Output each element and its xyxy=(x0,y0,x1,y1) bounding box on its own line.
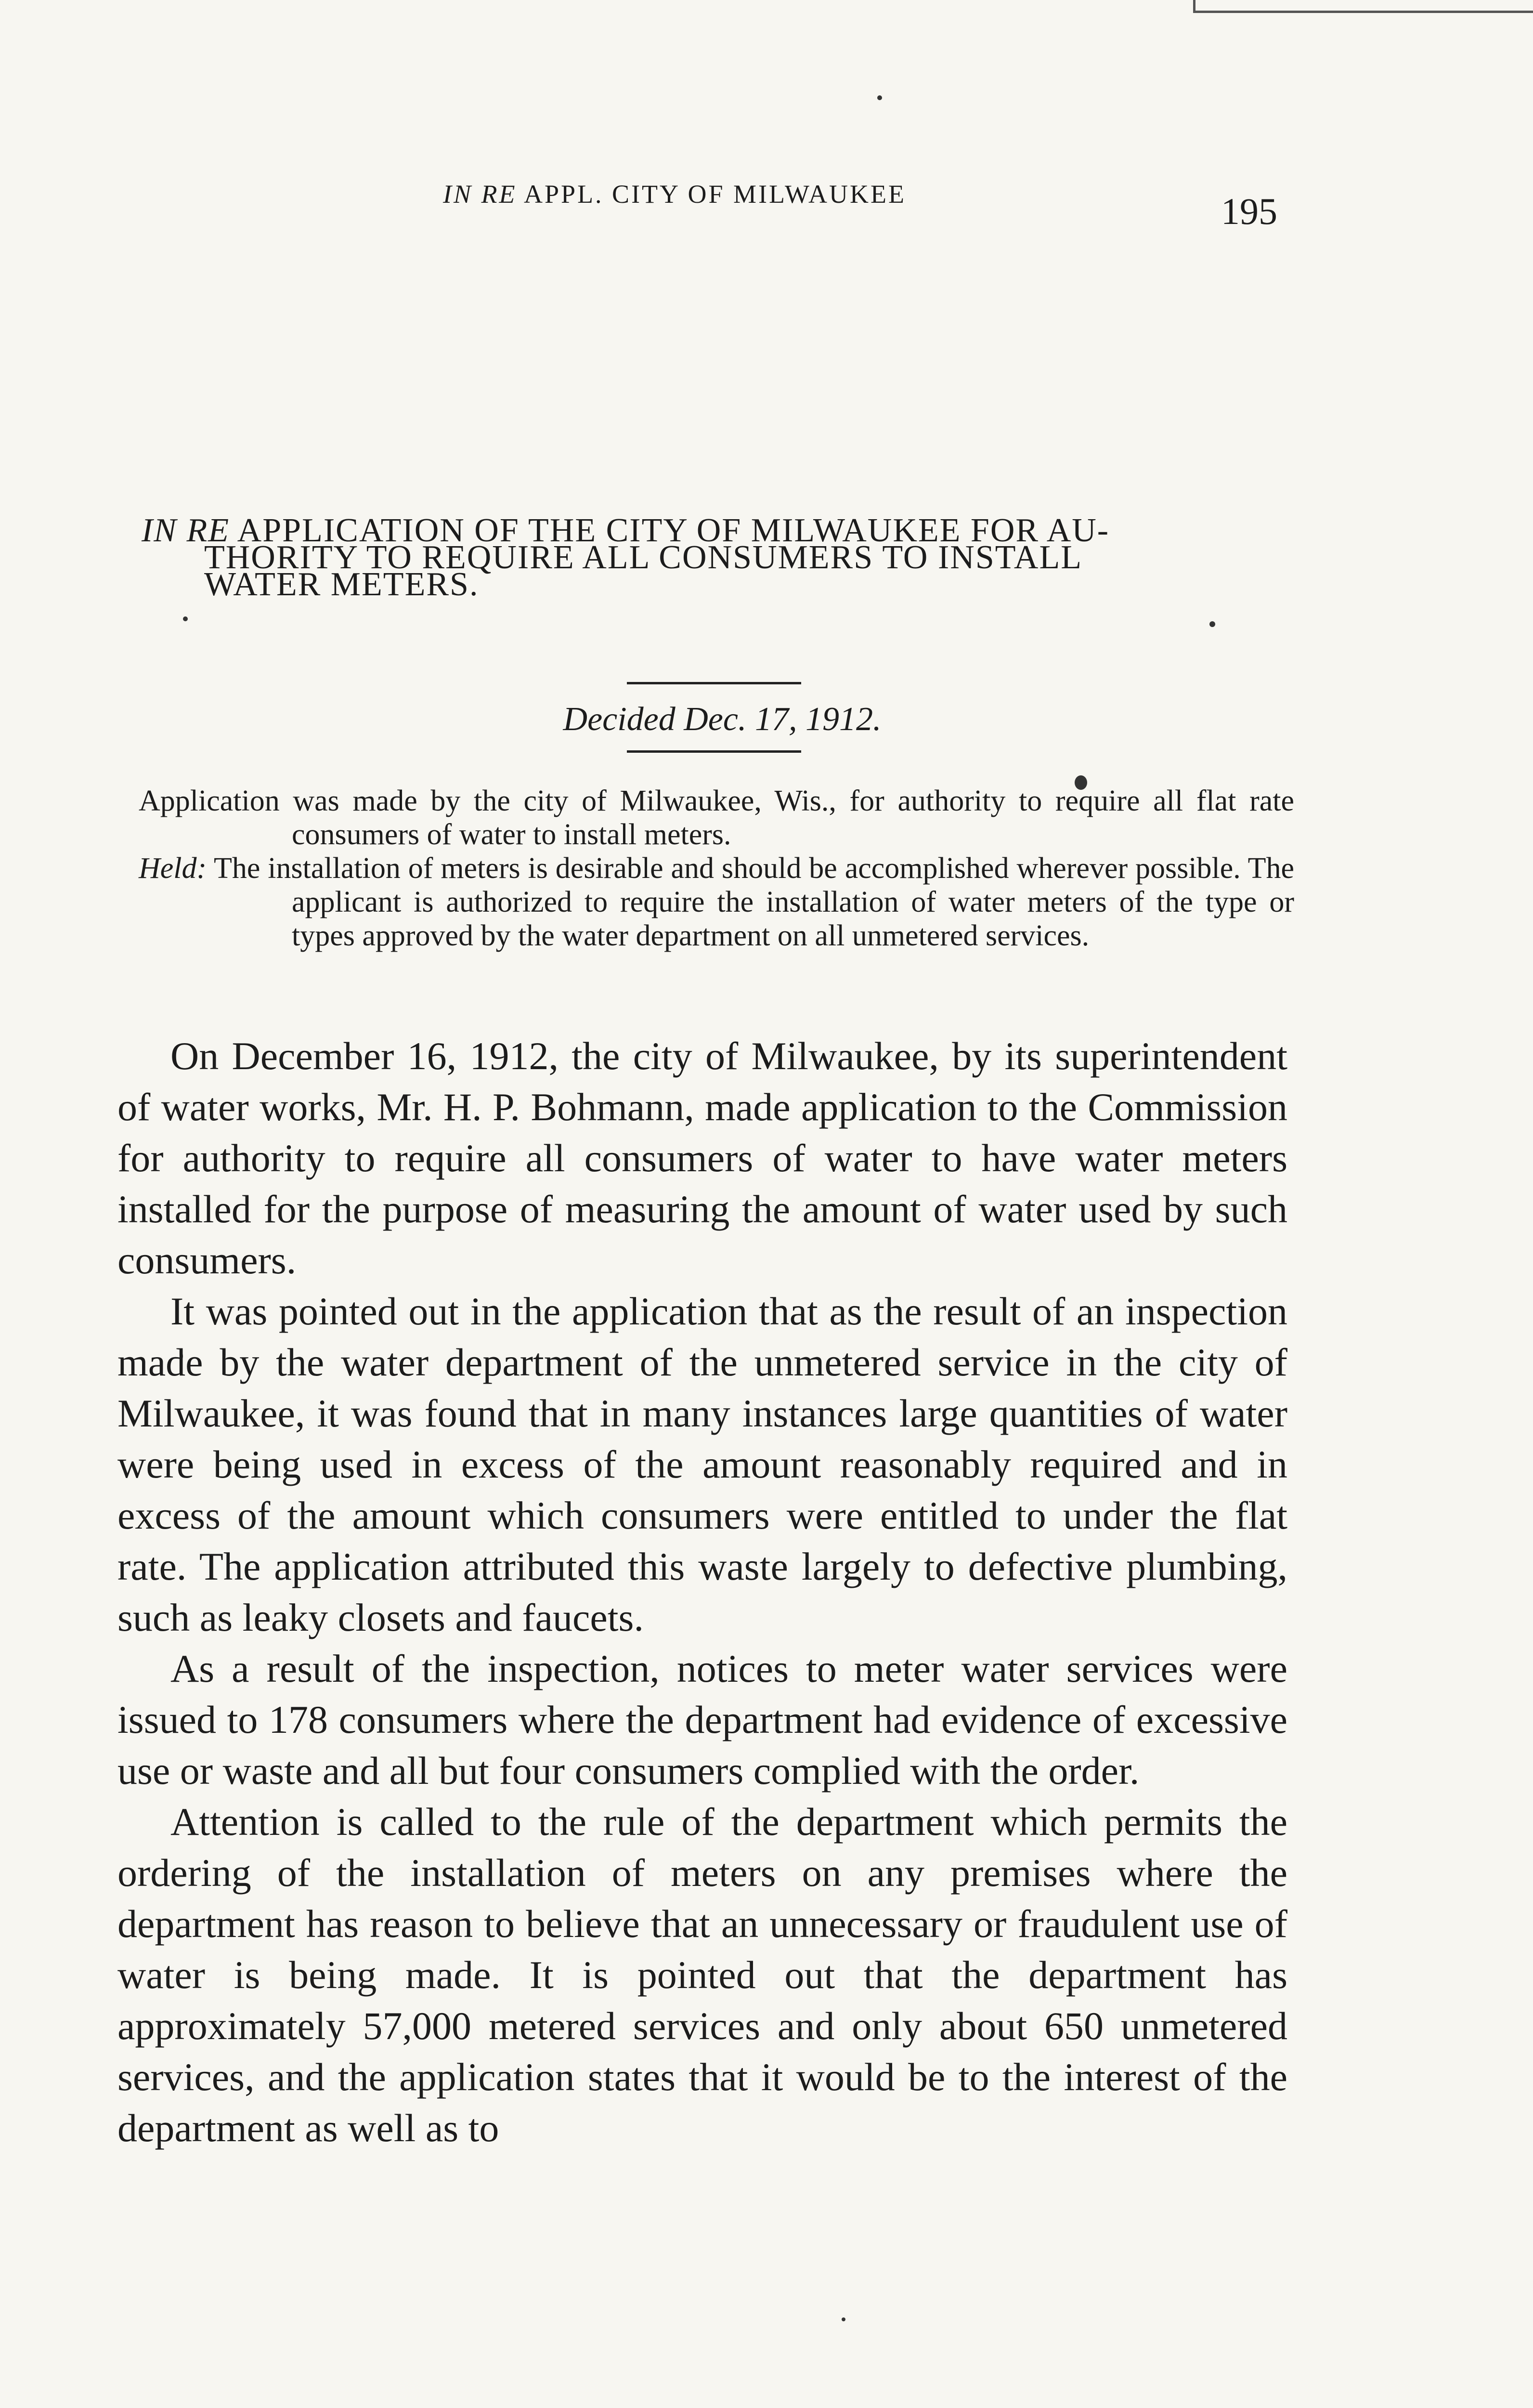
body-paragraph: It was pointed out in the application that as the result of an inspection made by the water department of the unmetered service in the city of Milwaukee, it was found that in many instances large quantities of water were being used in excess of the amount reasonably required and in excess of the amount which consumers were entitled to under the flat rate. The application attributed this waste largely to defective plumbing, such as leaky closets and faucets. xyxy=(117,1289,1287,1639)
decided-date: Decided Dec. 17, 1912. xyxy=(563,701,882,738)
held-label: Held: xyxy=(139,852,207,885)
running-head-text: APPL. CITY OF MILWAUKEE xyxy=(517,180,906,209)
headnote-holding xyxy=(139,851,1294,953)
rule-above-date xyxy=(627,682,801,684)
caption-line-2: THORITY TO REQUIRE ALL CONSUMERS TO INSTALL xyxy=(204,539,1082,576)
body-paragraph: Attention is called to the rule of the department which permits the ordering of the installation of meters on any premises where the department has reason to believe that an unnecessary or fraudulent use of water is being made. It is pointed out that the department has approximately 57,000 metered services and only about 650 unmetered services, and the application states that it would be to the interest of the department as well as to xyxy=(117,1800,1287,2150)
rule-below-date xyxy=(627,750,801,753)
body-paragraph: As a result of the inspection, notices to meter water services were issued to 178 consumers where the department had evidence of excessive use or waste and all but four consumers complied with the order. xyxy=(117,1647,1287,1793)
scan-speck xyxy=(877,95,882,100)
scan-speck xyxy=(1209,621,1215,627)
caption-line-1: APPLICATION OF THE CITY OF MILWAUKEE FOR AU- xyxy=(230,512,1110,549)
page-number: 195 xyxy=(1221,190,1277,232)
headnote-summary: Application was made by the city of Milwaukee, Wis., for authority to require all flat rate consumers of water to install meters. xyxy=(139,785,1294,851)
scan-speck xyxy=(183,616,188,621)
running-head xyxy=(443,179,906,209)
caption-lead: IN RE xyxy=(142,512,230,549)
scan-speck xyxy=(842,2317,845,2321)
caption-line-3: WATER METERS. xyxy=(204,566,479,603)
headnote xyxy=(139,784,1294,953)
scan-frame-rule xyxy=(1193,0,1533,13)
held-text: The installation of meters is desirable and should be accomplished wherever possible. The applicant is authorized to require the installation of water meters of the type or types approved by the water department on all unmetered services. xyxy=(207,852,1294,952)
opinion-body xyxy=(117,1031,1287,2154)
running-head-lead: IN RE xyxy=(443,180,517,209)
case-caption xyxy=(142,512,1297,603)
body-paragraph: On December 16, 1912, the city of Milwaukee, by its superintendent of water works, Mr. H. P. Bohmann, made application to the Commission for authority to require all consumers of water to have water meters installed for the purpose of measuring the amount of water used by such consumers. xyxy=(117,1034,1287,1282)
